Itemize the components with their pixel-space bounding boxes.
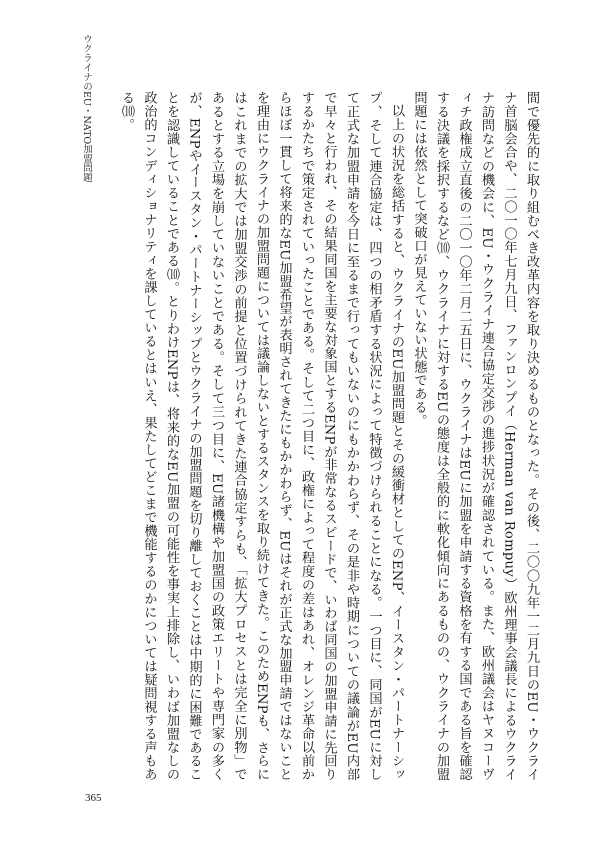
paragraph-1: 間で優先的に取り組むべき改革内容を取り決めるものとなった。その後、二〇〇九年一二月九日のEU・ウクライナ首脳会合や、二〇一〇年七月九日、ファンロンプイ（Herman van Rompuy）欧州理事会議長によるウクライナ訪問などの機会に、EU・ウクライナ連合協定交渉の進捗状況が確認されている。また、欧州議会はヤヌコーヴィチ政権成立直後の二〇一〇年二月二五日に、ウクライナはEUに加盟を申請する資格を有する国である旨を確認する決議を採択するなど⑽、ウクライナに対するEUの態度は全般的に軟化傾向にあるものの、ウクライナの加盟問題には依然として突破口が見えていない状態である。 <box>411 91 539 781</box>
paragraph-2: 以上の状況を総括すると、ウクライナのEU加盟問題とその緩衝材としてのENP、イースタン・パートナーシップ、そして連合協定は、四つの相矛盾する状況によって特徴づけられることになる。一つ目に、同国がEUに対して正式な加盟申請を今日に至るまで行ってもいないのにもかかわらず、その是非や時期についての議論がEU内部で早々と行われ、その結果同国を主要な対象国とするENPが非常なるスピードで、いわば同国の加盟申請に先回りするかたちで策定されていったことである。そして二つ目に、政権によって程度の差はあれ、オレンジ革命以前からほぼ一貫して将来的なEU加盟希望が表明されてきたにもかかわらず、EUはそれが正式な加盟申請ではないことを理由にウクライナの加盟問題については議論しないとするスタンスを取り続けてきた。このためENPも、さらにはこれまでの拡大では加盟交渉の前提と位置づけられてきた連合協定すらも、「拡大プロセスとは完全に別物」であるとする立場を崩していないことである。そして三つ目に、EU諸機構や加盟国の政策エリートや専門家の多くが、ENPやイースタン・パートナーシップとウクライナの加盟問題を切り離しておくことは中期的に困難であることを認識していることである⑽。とりわけENPは、将来的なEU加盟の可能性を事実上排除し、いわば加盟なしの政治的コンディショナリティを課しているとはいえ、果たしてどこまで機能するのかについては疑問視する声もある⑽。 <box>119 91 404 781</box>
running-head: ウクライナのEU・NATO加盟問題 <box>81 34 92 183</box>
page-number: 365 <box>85 792 102 804</box>
body-text <box>90 91 542 781</box>
